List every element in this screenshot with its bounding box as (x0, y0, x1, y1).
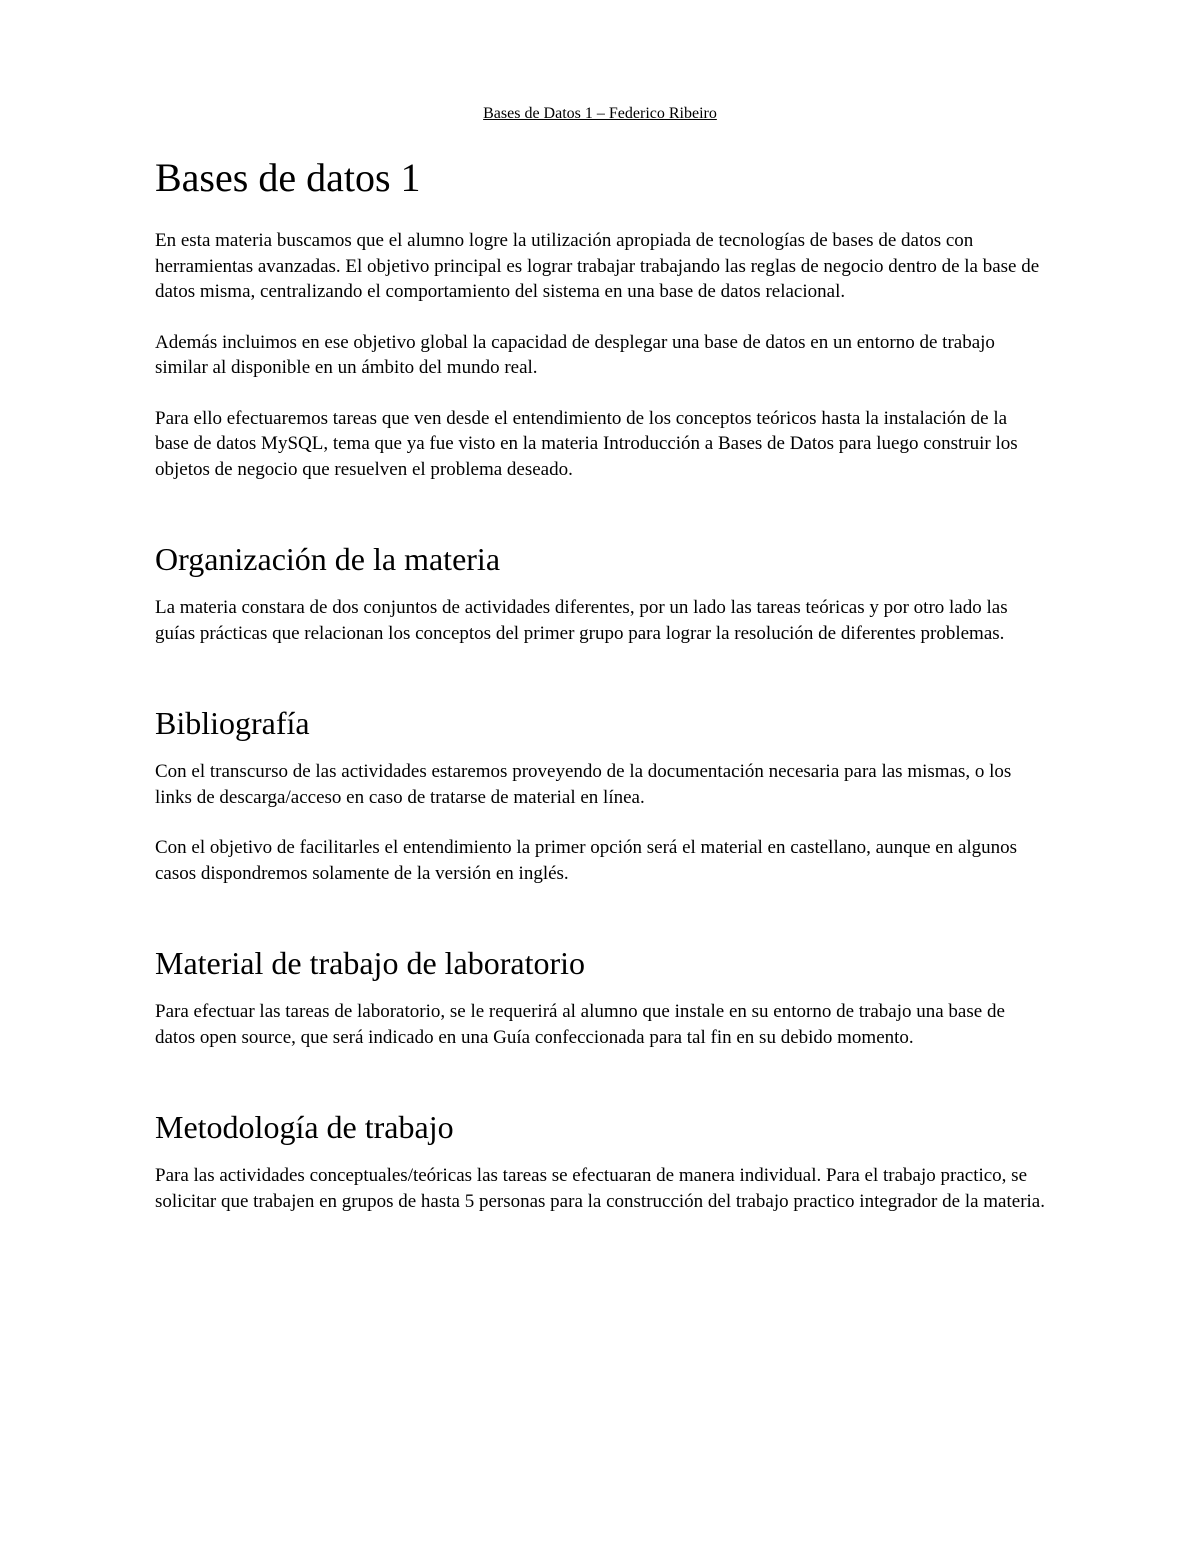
document-body (155, 150, 1045, 1214)
section-heading: Material de trabajo de laboratorio (155, 945, 586, 981)
document-title: Bases de datos 1 (155, 155, 421, 200)
section-paragraph: Para las actividades conceptuales/teóricas las tareas se efectuaran de manera individual. Para el trabajo practico, se solicitar que trabajen en grupos de hasta 5 personas para la construcción del trabajo practico integrador de la materia. (155, 1165, 1045, 1212)
intro-paragraph: Además incluimos en ese objetivo global la capacidad de desplegar una base de datos en un entorno de trabajo similar al disponible en un ámbito del mundo real. (155, 331, 995, 378)
intro-paragraph: En esta materia buscamos que el alumno logre la utilización apropiada de tecnologías de bases de datos con herramientas avanzadas. El objetivo principal es lograr trabajar trabajando las reglas de negocio dentro de la base de datos misma, centralizando el comportamiento del sistema en una base de datos relacional. (155, 230, 1040, 302)
section-heading: Organización de la materia (155, 541, 501, 577)
section-paragraph: La materia constara de dos conjuntos de actividades diferentes, por un lado las tareas teóricas y por otro lado las guías prácticas que relacionan los conceptos del primer grupo para lograr la resolución de diferentes problemas. (155, 597, 1008, 644)
section-paragraph: Con el objetivo de facilitarles el entendimiento la primer opción será el material en castellano, aunque en algunos casos dispondremos solamente de la versión en inglés. (155, 837, 1018, 884)
page-header (0, 104, 1200, 124)
section-material-laboratorio (155, 941, 1045, 1050)
page-header-text: Bases de Datos 1 – Federico Ribeiro (483, 105, 717, 122)
section-organizacion (155, 537, 1045, 646)
section-heading: Metodología de trabajo (155, 1109, 454, 1145)
section-bibliografia (155, 701, 1045, 886)
section-metodologia (155, 1105, 1045, 1214)
section-paragraph: Con el transcurso de las actividades estaremos proveyendo de la documentación necesaria para las mismas, o los links de descarga/acceso en caso de tratarse de material en línea. (155, 761, 1012, 808)
intro-paragraph: Para ello efectuaremos tareas que ven desde el entendimiento de los conceptos teóricos hasta la instalación de la base de datos MySQL, tema que ya fue visto en la materia Introducción a Bases de Datos para luego construir los objetos de negocio que resuelven el problema deseado. (155, 407, 1018, 480)
section-paragraph: Para efectuar las tareas de laboratorio, se le requerirá al alumno que instale en su entorno de trabajo una base de datos open source, que será indicado en una Guía confeccionada para tal fin en su debido momento. (155, 1001, 1005, 1048)
section-heading: Bibliografía (155, 705, 310, 741)
